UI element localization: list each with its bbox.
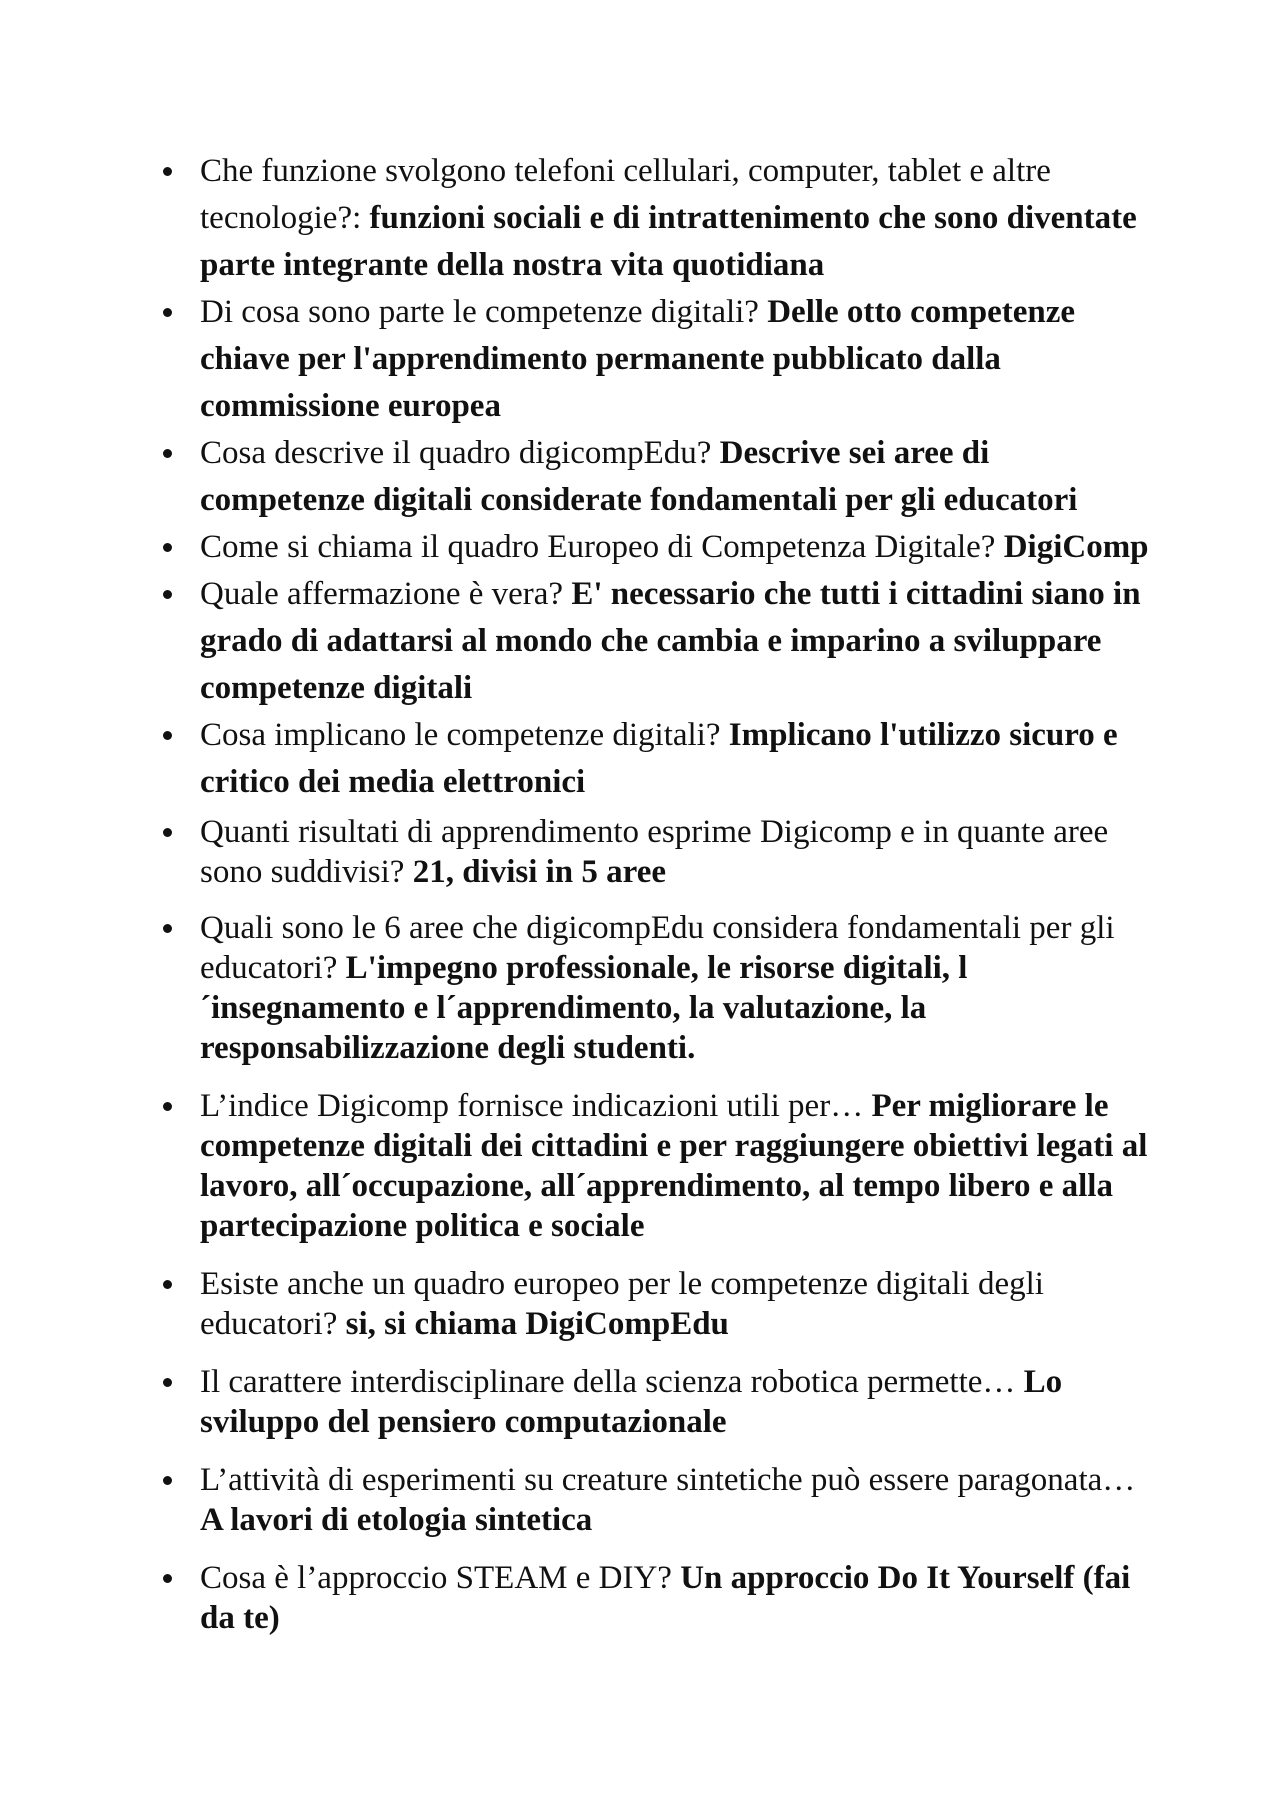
question-text: Cosa implicano le competenze digitali?	[200, 717, 729, 753]
answer-text: Delle otto competenze chiave per l'apprendimento permanente pubblicato dalla commissione europea	[200, 294, 1076, 424]
question-text: L’attività di esperimenti su creature sintetiche può essere paragonata…	[200, 1462, 1136, 1498]
answer-text: Un approccio Do It Yourself (fai da te)	[200, 1560, 1131, 1636]
bullet-icon	[163, 590, 172, 599]
qa-list	[160, 148, 1160, 1638]
list-item	[160, 148, 1160, 289]
question-text: Che funzione svolgono telefoni cellulari, computer, tablet e altre tecnologie?:	[200, 153, 1051, 236]
bullet-icon	[163, 1378, 172, 1387]
bullet-icon	[163, 828, 172, 837]
answer-text: E' necessario che tutti i cittadini siano in grado di adattarsi al mondo che cambia e imparino a sviluppare competenze digitali	[200, 576, 1141, 706]
bullet-icon	[163, 308, 172, 317]
question-text: Quanti risultati di apprendimento esprime Digicomp e in quante aree sono suddivisi?	[200, 814, 1109, 890]
list-item	[160, 1460, 1160, 1540]
list-item	[160, 908, 1160, 1068]
question-text: Il carattere interdisciplinare della scienza robotica permette…	[200, 1364, 1024, 1400]
answer-text: Lo sviluppo del pensiero computazionale	[200, 1364, 1063, 1440]
question-text: Esiste anche un quadro europeo per le competenze digitali degli educatori?	[200, 1266, 1044, 1342]
bullet-icon	[163, 1574, 172, 1583]
answer-text: 21, divisi in 5 aree	[412, 854, 667, 890]
bullet-icon	[163, 167, 172, 176]
answer-text: A lavori di etologia sintetica	[200, 1502, 593, 1538]
question-text: L’indice Digicomp fornisce indicazioni utili per…	[200, 1088, 872, 1124]
list-item	[160, 712, 1160, 806]
bullet-icon	[163, 1476, 172, 1485]
list-item	[160, 524, 1160, 571]
answer-text: L'impegno professionale, le risorse digitali, l´insegnamento e l´apprendimento, la valutazione, la responsabilizzazione degli studenti.	[200, 950, 968, 1066]
list-item	[160, 1558, 1160, 1638]
answer-text: Implicano l'utilizzo sicuro e critico dei media elettronici	[200, 717, 1118, 800]
list-item	[160, 1264, 1160, 1344]
list-item	[160, 1086, 1160, 1246]
question-text: Quali sono le 6 aree che digicompEdu considera fondamentali per gli educatori?	[200, 910, 1115, 986]
bullet-icon	[163, 731, 172, 740]
answer-text: Descrive sei aree di competenze digitali considerate fondamentali per gli educatori	[200, 435, 1078, 518]
question-text: Quale affermazione è vera?	[200, 576, 572, 612]
bullet-icon	[163, 543, 172, 552]
question-text: Di cosa sono parte le competenze digitali?	[200, 294, 768, 330]
answer-text: Per migliorare le competenze digitali dei cittadini e per raggiungere obiettivi legati al lavoro, all´occupazione, all´apprendimento, al tempo libero e alla partecipazione politica e sociale	[200, 1088, 1148, 1244]
answer-text: DigiComp	[1003, 529, 1149, 565]
list-item	[160, 289, 1160, 430]
bullet-icon	[163, 1102, 172, 1111]
question-text: Cosa è l’approccio STEAM e DIY?	[200, 1560, 681, 1596]
question-text: Come si chiama il quadro Europeo di Competenza Digitale?	[200, 529, 1004, 565]
answer-text: si, si chiama DigiCompEdu	[345, 1306, 729, 1342]
list-item	[160, 1362, 1160, 1442]
answer-text: funzioni sociali e di intrattenimento che sono diventate parte integrante della nostra vita quotidiana	[200, 200, 1137, 283]
bullet-icon	[163, 924, 172, 933]
list-item	[160, 430, 1160, 524]
list-item	[160, 812, 1160, 892]
bullet-icon	[163, 1280, 172, 1289]
list-item	[160, 571, 1160, 712]
question-text: Cosa descrive il quadro digicompEdu?	[200, 435, 720, 471]
bullet-icon	[163, 449, 172, 458]
